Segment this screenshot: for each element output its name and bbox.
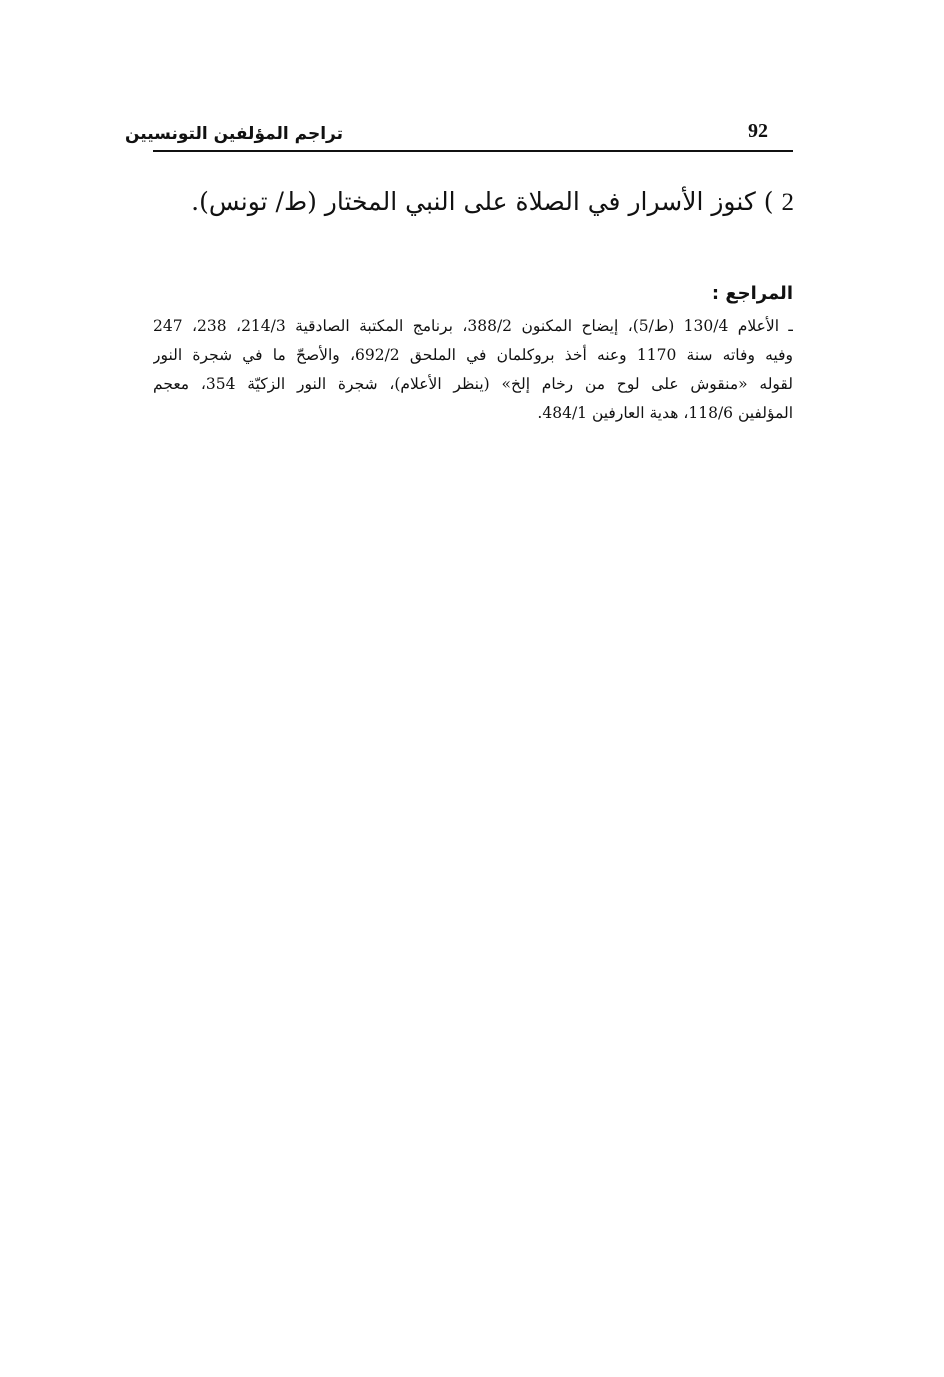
references-heading: المراجع : [711, 283, 793, 304]
work-list-item [191, 187, 794, 217]
reference-line: لقوله «منقوش على لوح من رخام إلخ» (ينظر الأعلام)، شجرة النور الزكيّة 354، معجم [153, 375, 793, 393]
work-item-title: ) كنوز الأسرار في الصلاة على النبي المختار (ط/ تونس). [191, 187, 774, 216]
running-header [125, 118, 793, 150]
references-body [153, 312, 793, 428]
reference-line: وفيه وفاته سنة 1170 وعنه أخذ بروكلمان في الملحق 692/2، والأصحّ ما في شجرة النور [153, 346, 793, 364]
running-header-title: تراجم المؤلفين التونسيين [125, 124, 343, 144]
header-rule [153, 150, 793, 152]
work-item-number: 2 [781, 189, 794, 216]
reference-line: المؤلفين 118/6، هدية العارفين 484/1. [537, 404, 793, 422]
page-number: 92 [748, 120, 768, 142]
reference-line: ـ الأعلام 130/4 (ط/5)، إيضاح المكنون 388/2، برنامج المكتبة الصادقية 214/3، 238، 247 [153, 317, 793, 335]
